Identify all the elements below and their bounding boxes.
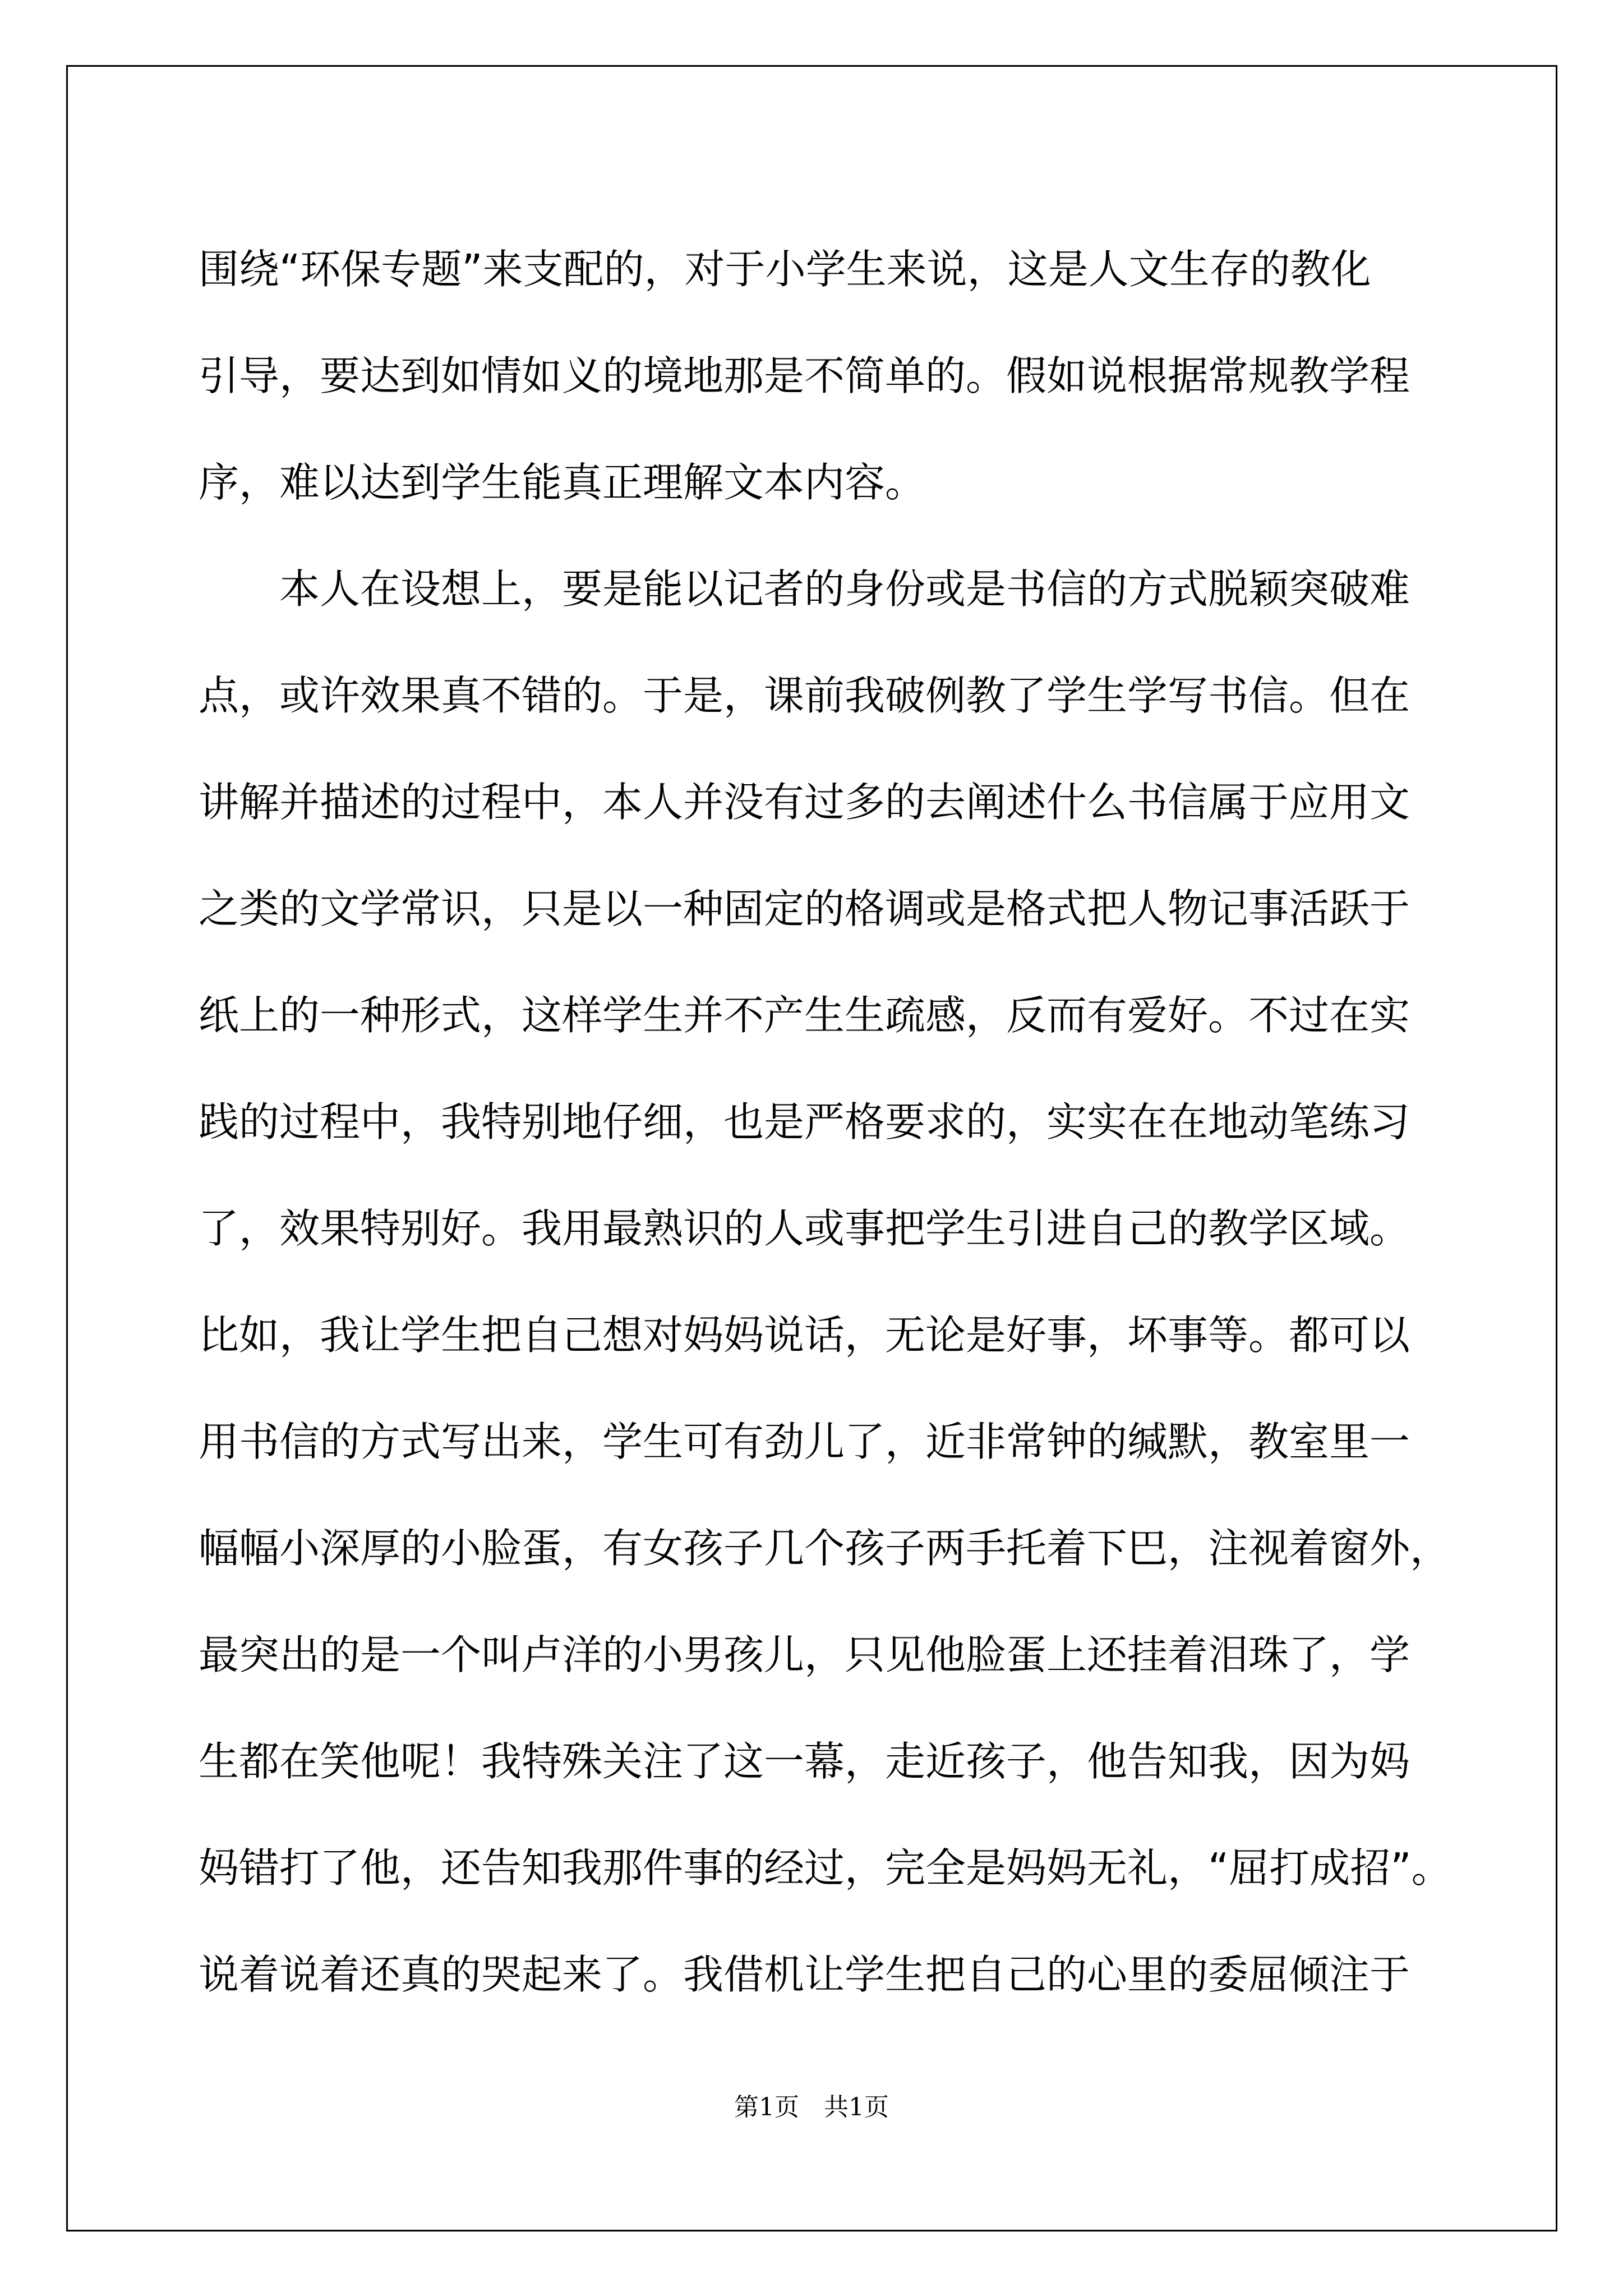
text-line: 之类的文学常识，只是以一种固定的格调或是格式把人物记事活跃于: [199, 885, 1410, 932]
paragraph-first-line: 本人在设想上，要是能以记者的身份或是书信的方式脱颖突破难: [279, 565, 1410, 613]
text-line: 践的过程中，我特别地仔细，也是严格要求的，实实在在地动笔练习: [199, 1098, 1410, 1145]
text-line: 围绕“环保专题”来支配的，对于小学生来说，这是人文生存的教化: [199, 246, 1371, 293]
text-line: 了，效果特别好。我用最熟识的人或事把学生引进自己的教学区域。: [199, 1205, 1410, 1252]
text-line: 序，难以达到学生能真正理解文本内容。: [199, 459, 926, 506]
text-line: 妈错打了他，还告知我那件事的经过，完全是妈妈无礼，“屈打成招”。: [199, 1844, 1452, 1892]
text-line: 纸上的一种形式，这样学生并不产生生疏感，反而有爱好。不过在实: [199, 992, 1410, 1039]
page-footer: 第1页 共1页: [734, 2093, 889, 2122]
text-line: 用书信的方式写出来，学生可有劲儿了，近非常钟的缄默，教室里一: [199, 1418, 1410, 1465]
text-line: 最突出的是一个叫卢洋的小男孩儿，只见他脸蛋上还挂着泪珠了，学: [199, 1631, 1410, 1678]
text-line: 讲解并描述的过程中，本人并没有过多的去阐述什么书信属于应用文: [199, 779, 1410, 826]
text-line: 生都在笑他呢！我特殊关注了这一幕，走近孩子，他告知我，因为妈: [199, 1738, 1410, 1785]
document-body: [199, 216, 1472, 2028]
text-line: 比如，我让学生把自己想对妈妈说话，无论是好事，坏事等。都可以: [199, 1312, 1410, 1359]
text-line: 说着说着还真的哭起来了。我借机让学生把自己的心里的委屈倾注于: [199, 1951, 1410, 1998]
text-line: 幅幅小深厚的小脸蛋，有女孩子几个孩子两手托着下巴，注视着窗外，: [199, 1525, 1451, 1572]
text-line: 点，或许效果真不错的。于是，课前我破例教了学生学写书信。但在: [199, 672, 1410, 719]
text-line: 引导，要达到如情如义的境地那是不简单的。假如说根据常规教学程: [199, 352, 1410, 399]
